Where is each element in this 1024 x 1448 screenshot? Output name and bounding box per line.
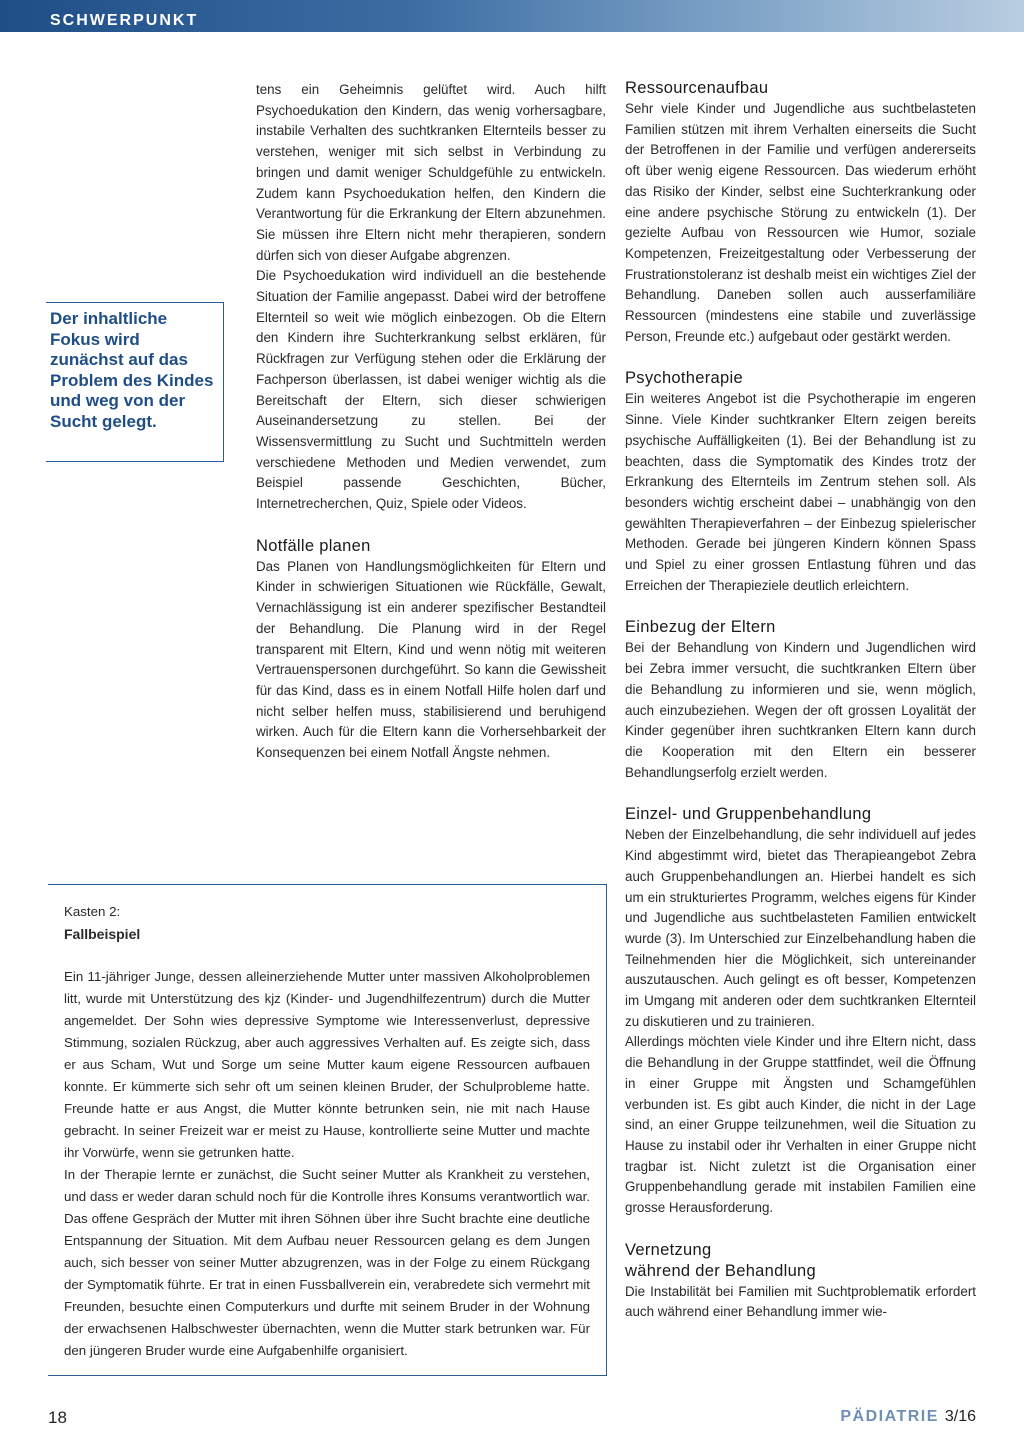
journal-issue: 3/16 — [944, 1408, 976, 1425]
heading-psychotherapie: Psychotherapie — [625, 369, 743, 388]
column-right — [625, 78, 976, 1323]
paragraph: Die Instabilität bei Familien mit Suchtproblematik erfordert auch während einer Behandlung immer wie- — [625, 1283, 976, 1320]
case-box — [48, 884, 607, 1376]
journal-name — [840, 1408, 976, 1426]
heading-einbezug-eltern: Einbezug der Eltern — [625, 618, 776, 637]
paragraph: Bei der Behandlung von Kindern und Jugendlichen wird bei Zebra immer versucht, die suchtkranken Eltern über die Behandlung zu informieren und sie, wenn möglich, auch einzubeziehen. Wegen der oft grossen Loyalität der Kinder gegenüber ihren suchtkranken Eltern kann durch die Kooperation mit den Eltern ein besserer Behandlungserfolg erzielt werden. — [625, 640, 976, 780]
column-middle — [256, 80, 606, 764]
heading-notfaelle: Notfälle planen — [256, 536, 371, 555]
box-paragraph: Ein 11-jähriger Junge, dessen alleinerziehende Mutter unter massiven Alkoholproblemen litt, wurde mit Unterstützung des kjz (Kinder- und Jugendhilfezentrum) durch die Mutter angemeldet. Der Sohn wies depressive Symptome wie Interessenverlust, depressive Stimmung, sozialen Rückzug, aber auch aggressives Verhalten auf. Es zeigte sich, dass er aus Scham, Wut und Sorge um seine Mutter kaum eigene Ressourcen aufbauen konnte. Er kümmerte sich sehr oft um seinen kleinen Bruder, der Schulprobleme hatte. Freunde hatte er aus Angst, die Mutter könnte betrunken sein, nie mit nach Hause gebracht. In seiner Freizeit war er meist zu Hause, kontrollierte seine Mutter und machte ihr Vorwürfe, wenn sie getrunken hatte. — [64, 969, 590, 1160]
journal-title: PÄDIATRIE — [840, 1408, 939, 1425]
heading-ressourcenaufbau: Ressourcenaufbau — [625, 79, 769, 97]
page-number: 18 — [48, 1408, 67, 1427]
pull-quote: Der inhaltliche Fokus wird zunächst auf das Problem des Kindes und weg von der Sucht gelegt. — [46, 302, 224, 462]
section-label: SCHWERPUNKT — [50, 12, 199, 29]
paragraph: tens ein Geheimnis gelüftet wird. Auch hilft Psychoedukation den Kindern, das wenig vorhersagbare, instabile Verhalten des suchtkranken Elternteils besser zu verstehen, weniger mit sich selbst in Verbindung zu bringen und damit weniger Schuldgefühle zu entwickeln. Zudem kann Psychoedukation helfen, den Kindern die Verantwortung für die Erkrankung der Eltern abzunehmen. Sie müssen ihre Eltern nicht mehr therapieren, sondern dürfen sich von dieser Aufgabe abgrenzen. — [256, 82, 606, 263]
paragraph: Ein weiteres Angebot ist die Psychotherapie im engeren Sinne. Viele Kinder suchtkranker Eltern zeigen bereits psychische Auffälligkeiten (1). Bei der Behandlung ist zu beachten, dass die Symptomatik des Kindes trotz der Erkrankung des Elternteils im Zentrum stehen soll. Als besonders wichtig erscheint dabei – unabhängig von den gewählten Therapieverfahren – der Einbezug spielerischer Methoden. Gerade bei jüngeren Kindern können Spass und Spiel zu einer grossen Entlastung führen und das Erreichen der Therapieziele deutlich erleichtern. — [625, 391, 976, 593]
box-paragraph: In der Therapie lernte er zunächst, die Sucht seiner Mutter als Krankheit zu verstehen, und dass er weder daran schuld noch für die Kontrolle ihres Konsums verantwortlich war. Das offene Gespräch der Mutter mit ihren Söhnen über ihre Sucht brachte eine deutliche Entspannung der Situation. Mit dem Aufbau neuer Ressourcen gelang es dem Jungen auch, sich besser von seiner Mutter abzugrenzen, was in der Folge zu einem Rückgang der Symptomatik führte. Er trat in einen Fussballverein ein, verabredete sich vermehrt mit Freunden, besuchte einen Computerkurs und durfte mit seinem Bruder in der Wohnung der erwachsenen Halbschwester übernachten, wenn die Mutter stark betrunken war. Für den jüngeren Bruder wurde eine Aufgabenhilfe organisiert. — [64, 1167, 590, 1358]
box-title: Fallbeispiel — [64, 926, 141, 942]
paragraph: Die Psychoedukation wird individuell an die bestehende Situation der Familie angepasst. Dabei wird der betroffene Elternteil so weit wie möglich einbezogen. Ob die Eltern den Kindern ihre Suchterkrankung selbst erklären, für Rückfragen zur Verfügung stehen oder die Erklärung der Fachperson überlassen, ist dabei weniger wichtig als die Bereitschaft der Eltern, sich dieser schwierigen Auseinandersetzung zu stellen. Bei der Wissensvermittlung zu Sucht und Suchtmitteln werden verschiedene Methoden und Medien verwendet, zum Beispiel passende Geschichten, Bücher, Internetrecherchen, Quiz, Spiele oder Videos. — [256, 268, 606, 512]
paragraph: Sehr viele Kinder und Jugendliche aus suchtbelasteten Familien stützen mit ihrem Verhalten einerseits die Sucht der Betroffenen in der Familie und verfügen andererseits oft über wenig eigene Ressourcen. Das wiederum erhöht das Risiko der Kinder, selbst eine Suchterkrankung oder eine andere psychische Störung zu entwickeln (1). Der gezielte Aufbau von Ressourcen wie Humor, soziale Kompetenzen, Freizeitgestaltung oder Verbesserung der Frustrationstoleranz ist deshalb meist ein wichtiges Ziel der Behandlung. Daneben sollen auch ausserfamiliäre Ressourcen (mindestens eine stabile und zuverlässige Person, Freunde etc.) aufgebaut oder gestärkt werden. — [625, 101, 976, 344]
header-bar — [0, 0, 1024, 32]
heading-vernetzung-2: während der Behandlung — [625, 1261, 816, 1280]
heading-einzel-gruppe: Einzel- und Gruppenbehandlung — [625, 805, 872, 824]
paragraph: Das Planen von Handlungsmöglichkeiten für Eltern und Kinder in schwierigen Situationen wie Rückfälle, Gewalt, Vernachlässigung ist ein anderer spezifischer Bestandteil der Behandlung. Die Planung wird in der Regel transparent mit Eltern, Kind und wenn nötig mit weiteren Vertrauenspersonen durchgeführt. So kann die Gewissheit für das Kind, dass es in einem Notfall Hilfe holen darf und nicht selber helfen muss, stabilisierend und beruhigend wirken. Auch für die Eltern kann die Vorhersehbarkeit der Konsequenzen bei einem Notfall Ängste nehmen. — [256, 558, 606, 761]
paragraph: Neben der Einzelbehandlung, die sehr individuell auf jedes Kind abgestimmt wird, bietet das Therapieangebot Zebra auch Gruppenbehandlungen an. Hierbei handelt es sich um ein strukturiertes Programm, welches eigens für Kinder und Jugendliche aus suchtbelasteten Familien entwickelt wurde (3). Im Unterschied zur Einzelbehandlung haben die Teilnehmenden hier die Möglichkeit, sich untereinander auszutauschen. Auch gelingt es oft besser, Kompetenzen im Umgang mit anderen oder dem suchtkranken Elternteil zu diskutieren und zu trainieren. — [625, 827, 976, 1029]
paragraph: Allerdings möchten viele Kinder und ihre Eltern nicht, dass die Behandlung in der Gruppe stattfindet, weil die Öffnung in einer Gruppe mit Ängsten und Schamgefühlen verbunden ist. Es gibt auch Kinder, die nicht in der Lage sind, an einer Gruppe teilzunehmen, weil die Situation zu Hause zu instabil oder ihr Verhalten in einer Gruppe nicht tragbar ist. Nicht zuletzt ist die Organisation einer Gruppenbehandlung gerade mit instabilen Familien eine grosse Herausforderung. — [625, 1034, 976, 1216]
heading-vernetzung-1: Vernetzung — [625, 1240, 712, 1259]
box-kicker: Kasten 2: — [64, 904, 121, 919]
